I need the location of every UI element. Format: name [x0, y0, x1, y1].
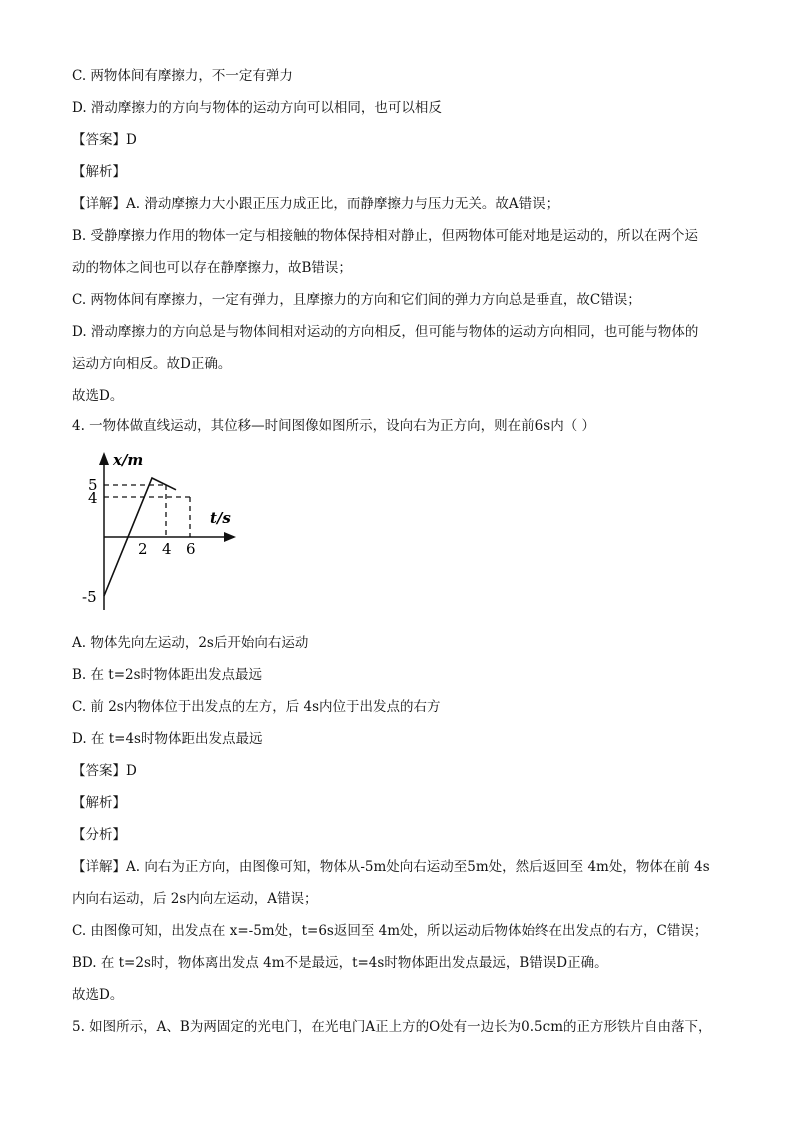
position-time-graph: [70, 440, 250, 612]
text-line: D. 滑动摩擦力的方向总是与物体间相对运动的方向相反，但可能与物体的运动方向相同，也可能与物体的: [72, 324, 699, 340]
text-line: 动的物体之间也可以存在静摩擦力，故B错误；: [72, 260, 352, 276]
analysis-tag: 【解析】: [72, 795, 126, 811]
x-tick-6: 6: [186, 540, 196, 558]
text-line: BD. 在 t=2s时，物体离出发点 4m不是最远，t=4s时物体距出发点最远，B错误D正确。: [72, 955, 608, 971]
x-tick-2: 2: [138, 540, 148, 558]
text-line: 故选D。: [72, 987, 124, 1003]
text-line: 内向右运动，后 2s内向左运动，A错误；: [72, 891, 318, 907]
text-line: 运动方向相反。故D正确。: [72, 356, 232, 372]
text-line: 【详解】A. 向右为正方向，由图像可知，物体从-5m处向右运动至5m处，然后返回至 4m处，物体在前 4s: [72, 859, 710, 875]
analysis-tag: 【解析】: [72, 164, 126, 180]
x-tick-4: 4: [162, 540, 172, 558]
breakdown-tag: 【分析】: [72, 827, 126, 843]
option-c: C. 前 2s内物体位于出发点的左方，后 4s内位于出发点的右方: [72, 699, 441, 715]
y-axis-label: x/m: [113, 451, 144, 469]
x-axis-label: t/s: [210, 509, 231, 527]
text-line: 故选D。: [72, 388, 124, 404]
answer-tag: 【答案】D: [72, 132, 137, 148]
option-d: D. 在 t=4s时物体距出发点最远: [72, 731, 263, 747]
question-4-stem: 4. 一物体做直线运动，其位移—时间图像如图所示，设向右为正方向，则在前6s内（ ）: [72, 418, 595, 434]
text-line: C. 两物体间有摩擦力，一定有弹力，且摩擦力的方向和它们间的弹力方向总是垂直，故C错误；: [72, 292, 641, 308]
y-tick-5: 5: [88, 476, 98, 494]
text-line: C. 两物体间有摩擦力，不一定有弹力: [72, 68, 293, 84]
option-a: A. 物体先向左运动，2s后开始向右运动: [72, 635, 309, 651]
text-line: C. 由图像可知，出发点在 x=-5m处，t=6s返回至 4m处，所以运动后物体始终在出发点的右方，C错误；: [72, 923, 708, 939]
text-line: B. 受静摩擦力作用的物体一定与相接触的物体保持相对静止，但两物体可能对地是运动的，所以在两个运: [72, 228, 699, 244]
question-5-stem: 5. 如图所示，A、B为两固定的光电门，在光电门A正上方的O处有一边长为0.5cm的正方形铁片自由落下，: [72, 1019, 712, 1035]
text-line: 【详解】A. 滑动摩擦力大小跟正压力成正比，而静摩擦力与压力无关。故A错误；: [72, 196, 560, 212]
y-tick-4: 4: [88, 489, 98, 507]
x-axis-arrow: [224, 532, 236, 542]
answer-tag: 【答案】D: [72, 763, 137, 779]
option-b: B. 在 t=2s时物体距出发点最远: [72, 667, 263, 683]
text-line: D. 滑动摩擦力的方向与物体的运动方向可以相同，也可以相反: [72, 100, 442, 116]
y-axis-arrow: [99, 452, 109, 465]
y-tick-neg5: -5: [82, 588, 97, 606]
